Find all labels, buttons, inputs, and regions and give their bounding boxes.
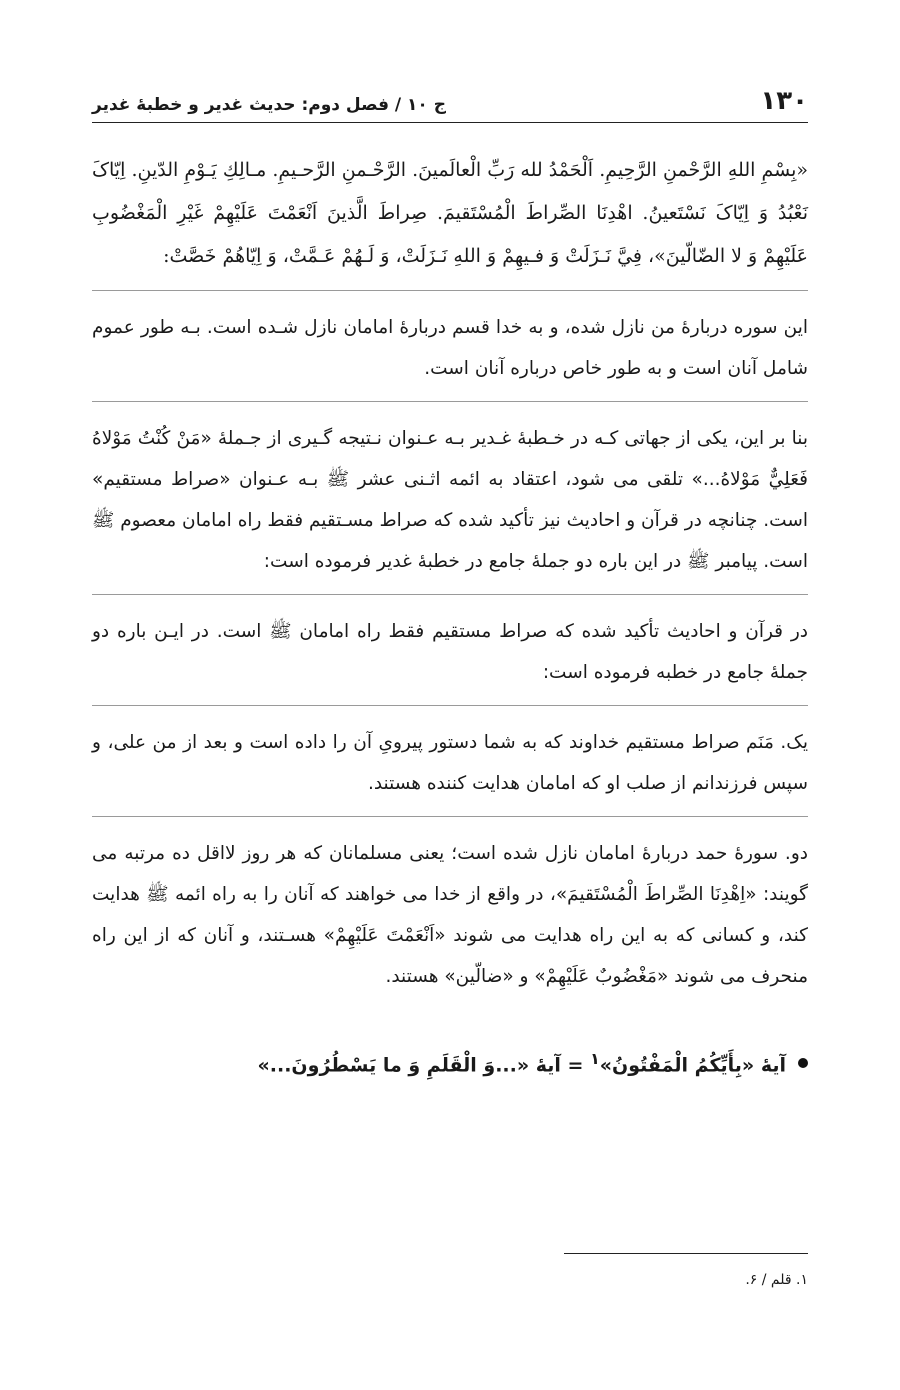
translation-paragraph: این سوره دربارهٔ من نازل شده، و به خدا قسم دربارهٔ امامان نازل شـده است. بـه طور عموم شامل آنان است و به طور خاص درباره آنان است. <box>92 317 808 379</box>
summary-paragraph: در قرآن و احادیث تأکید شده که صراط مستقیم فقط راه امامان ﷺ است. در ایـن باره دو جملهٔ جامع در خطبه فرموده است: <box>92 621 808 683</box>
page-number: ۱۳۰ <box>760 86 808 116</box>
point-two-paragraph: دو. سورهٔ حمد دربارهٔ امامان نازل شده است؛ یعنی مسلمانان که هر روز لااقل ده مرتبه می گویند: «اِهْدِنَا الصِّراطَ الْمُسْتَقيمَ»، در واقع از خدا می خواهند که آنان را به راه ائمه ﷺ هدایت کند، و کسانی که به این راه هدایت می شوند «اَنْعَمْتَ عَلَيْهِمْ» هسـتند، و آنان که از این راه منحرف می شوند «مَغْضُوبٌ عَلَيْهِمْ» و «ضالّین» هستند. <box>92 843 808 987</box>
paragraph-separator <box>92 594 808 595</box>
footnote-separator <box>564 1253 808 1254</box>
footnote: ۱. قلم / ۶. <box>745 1272 808 1288</box>
section-heading <box>92 1049 808 1076</box>
paragraph-separator <box>92 705 808 706</box>
running-header <box>92 60 808 123</box>
quote-paragraph: «بِسْمِ اللهِ الرَّحْمنِ الرَّحِيمِ. اَلْحَمْدُ لله رَبِّ الْعالَمينَ. الرَّحْـمنِ الرَّحـيمِ. مـالِكِ يَـوْمِ الدّينِ. اِيّاکَ نَعْبُدُ وَ اِيّاکَ نَسْتَعينُ. اهْدِنَا الصِّراطَ الْمُسْتَقيمَ. صِراطَ الَّذينَ اَنْعَمْتَ عَلَيْهِمْ غَيْرِ الْمَغْضُوبِ عَلَيْهِمْ وَ لا الضّالّينَ»، فِيَّ نَـزَلَتْ وَ فـيهِمْ وَ اللهِ نَـزَلَتْ، وَ لَـهُمْ عَـمَّتْ، وَ اِيّاهُمْ خَصَّتْ: <box>92 159 808 267</box>
bullet-icon <box>798 1058 808 1068</box>
running-title: ج ۱۰ / فصل دوم: حدیث غدیر و خطبهٔ غدیر <box>92 95 446 115</box>
heading-equivalent-verse: = آیهٔ «...وَ الْقَلَمِ وَ ما يَسْطُرُونَ...» <box>257 1054 591 1077</box>
paragraph-separator <box>92 290 808 291</box>
footnote-reference: ۱ <box>590 1049 600 1068</box>
paragraph-separator <box>92 816 808 817</box>
body-text <box>92 149 808 1076</box>
point-one-paragraph: یک. مَنَم صراط مستقیم خداوند که به شما دستور پیرویِ آن را داده است و بعد از من علی، و سپس فرزندانم از صلب او که امامان هدایت کننده هستند. <box>92 732 808 794</box>
book-page <box>92 60 808 1360</box>
section-heading-text <box>258 1049 787 1076</box>
heading-verse: آیهٔ «بِأَيِّكُمُ الْمَفْتُونُ» <box>599 1054 786 1077</box>
paragraph-separator <box>92 401 808 402</box>
explanation-paragraph: بنا بر این، یکی از جهاتی کـه در خـطبهٔ غـدیر بـه عـنوان نـتیجه گـیری از جـملهٔ «مَنْ كُنْتُ مَوْلاهُ فَعَلِيٌّ مَوْلاهُ...» تلقی می شود، اعتقاد به ائمه اثـنی عشر ﷺ بـه عـنوان «صراط مستقیم» است. چنانچه در قرآن و احادیث نیز تأکید شده که صراط مسـتقیم فقط راه امامان معصوم ﷺ است. پیامبر ﷺ در این باره دو جملهٔ جامع در خطبهٔ غدیر فرموده است: <box>92 428 808 572</box>
